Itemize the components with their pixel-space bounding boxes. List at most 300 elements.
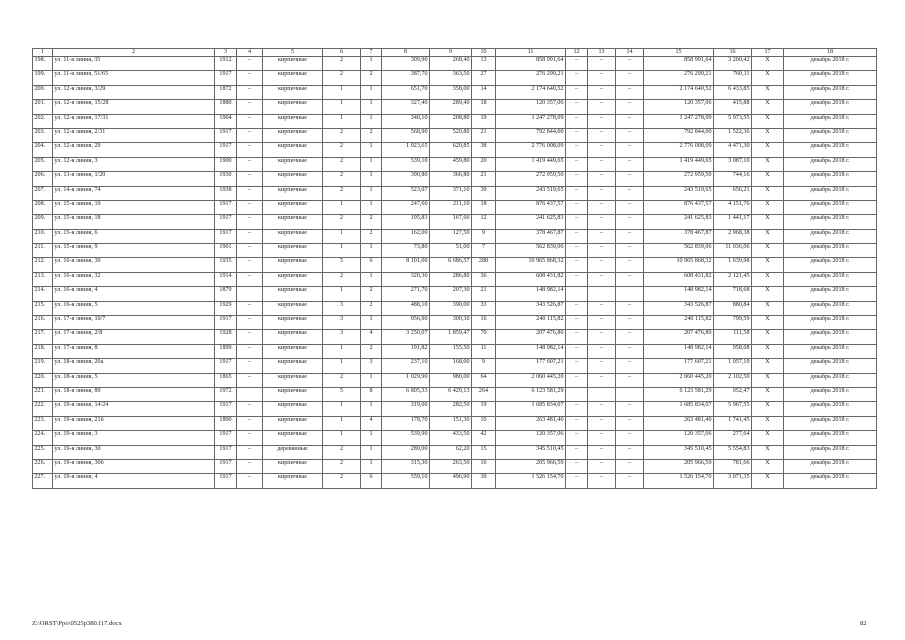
table-cell: кирпичные — [263, 114, 323, 128]
table-cell: X — [752, 431, 784, 445]
table-cell: декабрь 2018 г. — [784, 474, 877, 488]
header-cell: 6 — [323, 49, 361, 57]
header-cell: 2 — [53, 49, 215, 57]
table-cell: 309,90 — [382, 57, 430, 71]
table-cell: 6 — [361, 474, 382, 488]
table-cell: – — [616, 128, 644, 142]
table-cell: 209. — [33, 215, 53, 229]
table-cell: декабрь 2018 г. — [784, 301, 877, 315]
table-cell: 496,90 — [430, 474, 472, 488]
table-cell: 148 982,14 — [644, 344, 714, 358]
table-cell: декабрь 2018 г. — [784, 128, 877, 142]
table-row — [33, 157, 877, 171]
table-cell: ул. 15-я линия, 6 — [53, 229, 215, 243]
table-cell: – — [237, 71, 263, 85]
table-cell: – — [616, 459, 644, 473]
table-cell: – — [588, 128, 616, 142]
table-cell: 1 — [361, 85, 382, 99]
table-cell: 1930 — [215, 172, 237, 186]
table-cell: декабрь 2018 г. — [784, 316, 877, 330]
table-cell: 378 467,87 — [496, 229, 566, 243]
table-cell: 876 437,57 — [496, 200, 566, 214]
table-cell: – — [237, 373, 263, 387]
table-cell: 2 — [361, 287, 382, 301]
table-cell: – — [588, 100, 616, 114]
table-cell: 237,10 — [382, 359, 430, 373]
header-cell: 16 — [714, 49, 752, 57]
table-cell: 5 973,55 — [714, 114, 752, 128]
table-cell: – — [588, 57, 616, 71]
table-cell: X — [752, 85, 784, 99]
table-cell: 199. — [33, 71, 53, 85]
header-cell: 14 — [616, 49, 644, 57]
table-cell: X — [752, 57, 784, 71]
table-cell: 205 966,59 — [644, 459, 714, 473]
table-cell: 223. — [33, 416, 53, 430]
table-cell: – — [237, 100, 263, 114]
table-cell: 27 — [472, 71, 496, 85]
table-cell: 781,66 — [714, 459, 752, 473]
table-cell: ул. 16-я линия, 5 — [53, 301, 215, 315]
table-cell: 215. — [33, 301, 53, 315]
table-cell: декабрь 2018 г. — [784, 71, 877, 85]
table-cell: 148 982,14 — [496, 344, 566, 358]
table-cell: – — [588, 157, 616, 171]
table-cell: 343 526,87 — [644, 301, 714, 315]
table-cell: 488,10 — [382, 301, 430, 315]
table-cell: 2 — [323, 143, 361, 157]
table-cell: – — [588, 71, 616, 85]
table-cell: 3 087,10 — [714, 157, 752, 171]
table-row — [33, 330, 877, 344]
table-cell: 620,85 — [430, 143, 472, 157]
table-cell: 4 — [361, 330, 382, 344]
table-cell: кирпичные — [263, 244, 323, 258]
table-cell: 656,21 — [714, 186, 752, 200]
table-cell: 345 510,45 — [496, 445, 566, 459]
table-cell: – — [566, 114, 588, 128]
table-cell: 366,80 — [430, 172, 472, 186]
header-cell: 3 — [215, 49, 237, 57]
table-cell: 120 357,06 — [644, 100, 714, 114]
table-cell: 1 057,19 — [714, 359, 752, 373]
table-cell: ул. 12-я линия, 17/31 — [53, 114, 215, 128]
footer-file-path: Z:\ORST\Ppo\0525p380.f17.docx — [32, 620, 122, 627]
table-cell: 2 — [361, 344, 382, 358]
table-cell: декабрь 2018 г. — [784, 57, 877, 71]
table-cell: 520,80 — [430, 128, 472, 142]
table-row — [33, 431, 877, 445]
table-cell: – — [588, 474, 616, 488]
table-cell: 1 029,90 — [382, 373, 430, 387]
table-cell: – — [616, 431, 644, 445]
table-cell: 4 471,30 — [714, 143, 752, 157]
table-cell: 64 — [472, 373, 496, 387]
table-cell: 241 625,83 — [644, 215, 714, 229]
table-cell: 2 — [323, 459, 361, 473]
table-cell: – — [588, 373, 616, 387]
header-row — [33, 49, 877, 57]
table-cell — [566, 387, 588, 401]
table-cell: – — [566, 157, 588, 171]
table-cell: ул. 15-я линия, 9 — [53, 244, 215, 258]
table-cell: 289,40 — [430, 100, 472, 114]
table-cell: – — [237, 431, 263, 445]
table-cell: – — [237, 316, 263, 330]
table-cell: – — [566, 215, 588, 229]
table-cell: 1917 — [215, 215, 237, 229]
table-cell: декабрь 2018 г. — [784, 258, 877, 272]
table-cell: 208. — [33, 200, 53, 214]
table-cell: – — [588, 229, 616, 243]
table-cell: 958,08 — [714, 344, 752, 358]
table-cell: – — [588, 344, 616, 358]
table-cell — [237, 387, 263, 401]
table-cell: 1 — [361, 157, 382, 171]
table-cell: 286,80 — [430, 272, 472, 286]
table-cell: 1 — [323, 244, 361, 258]
table-cell: кирпичные — [263, 71, 323, 85]
table-cell: 216. — [33, 316, 53, 330]
table-cell: 1 441,17 — [714, 215, 752, 229]
table-cell: 2 121,45 — [714, 272, 752, 286]
table-cell: ул. 16-я линия, 30 — [53, 258, 215, 272]
table-cell: 198. — [33, 57, 53, 71]
table-cell: 207 476,80 — [496, 330, 566, 344]
table-cell: 1901 — [215, 244, 237, 258]
table-cell: 956,90 — [382, 316, 430, 330]
table-cell: 5 967,55 — [714, 402, 752, 416]
table-cell: – — [588, 445, 616, 459]
table-cell: кирпичные — [263, 100, 323, 114]
table-cell: 744,16 — [714, 172, 752, 186]
table-cell: 539,10 — [382, 157, 430, 171]
table-cell: 225. — [33, 445, 53, 459]
table-cell: 4 — [361, 416, 382, 430]
table-cell: 1 — [323, 100, 361, 114]
table-cell: 16 — [472, 316, 496, 330]
table-cell: – — [588, 272, 616, 286]
table-cell: 201. — [33, 100, 53, 114]
table-cell: 208,80 — [430, 114, 472, 128]
table-cell: 568,90 — [382, 128, 430, 142]
table-cell: декабрь 2018 г. — [784, 215, 877, 229]
table-cell: 14 — [472, 85, 496, 99]
table-cell: 1 — [323, 287, 361, 301]
table-cell: 227. — [33, 474, 53, 488]
table-cell: 155,50 — [430, 344, 472, 358]
table-cell: 30 — [472, 186, 496, 200]
table-cell: декабрь 2018 г. — [784, 85, 877, 99]
table-cell: кирпичные — [263, 215, 323, 229]
table-cell: 3 200,42 — [714, 57, 752, 71]
table-cell: – — [616, 272, 644, 286]
table-cell: – — [616, 258, 644, 272]
table-cell: – — [237, 128, 263, 142]
table-cell: X — [752, 474, 784, 488]
table-cell: 651,70 — [382, 85, 430, 99]
table-cell: 2 — [361, 215, 382, 229]
table-cell: – — [566, 301, 588, 315]
table-cell: – — [616, 402, 644, 416]
header-cell: 7 — [361, 49, 382, 57]
table-cell: кирпичные — [263, 330, 323, 344]
header-cell: 17 — [752, 49, 784, 57]
table-cell: 224. — [33, 431, 53, 445]
table-cell: ул. 15-я линия, 10 — [53, 200, 215, 214]
table-cell: декабрь 2018 г. — [784, 100, 877, 114]
table-cell: 11 036,06 — [714, 244, 752, 258]
table-cell: декабрь 2018 г. — [784, 157, 877, 171]
table-cell: 120 357,06 — [496, 431, 566, 445]
table-cell: 880,84 — [714, 301, 752, 315]
table-cell: – — [237, 330, 263, 344]
table-cell: 1917 — [215, 459, 237, 473]
table-cell: декабрь 2018 г. — [784, 172, 877, 186]
table-cell: декабрь 2018 г. — [784, 344, 877, 358]
table-cell: 6 123 581,29 — [644, 387, 714, 401]
table-cell: 217. — [33, 330, 53, 344]
table-cell: – — [588, 200, 616, 214]
table-cell: 177 607,21 — [496, 359, 566, 373]
table-cell: 120 357,06 — [644, 431, 714, 445]
table-cell: – — [616, 416, 644, 430]
table-cell: 1917 — [215, 200, 237, 214]
table-cell: 523,07 — [382, 186, 430, 200]
table-cell: 2 — [361, 128, 382, 142]
table-cell: 315,30 — [382, 459, 430, 473]
table-cell: 282,50 — [430, 402, 472, 416]
table-cell: 1 859,47 — [430, 330, 472, 344]
table-cell: 62,20 — [430, 445, 472, 459]
table-cell: 980,00 — [430, 373, 472, 387]
table-cell: – — [588, 316, 616, 330]
table-cell: X — [752, 186, 784, 200]
table-cell: 7 — [472, 244, 496, 258]
table-cell: X — [752, 244, 784, 258]
table-cell: 2 102,50 — [714, 373, 752, 387]
table-cell: 2 776 008,09 — [496, 143, 566, 157]
table-cell: 10 965 868,32 — [496, 258, 566, 272]
table-cell: X — [752, 445, 784, 459]
table-cell: 10 965 868,32 — [644, 258, 714, 272]
table-row — [33, 186, 877, 200]
table-cell: ул. 18-я линия, 20а — [53, 359, 215, 373]
table-cell: 21 — [472, 287, 496, 301]
table-cell: 2 174 640,52 — [496, 85, 566, 99]
table-cell: – — [566, 229, 588, 243]
table-cell: 226. — [33, 459, 53, 473]
table-cell: 18 — [472, 100, 496, 114]
table-cell: 2 — [361, 229, 382, 243]
table-cell: декабрь 2018 г. — [784, 272, 877, 286]
table-cell: 363,50 — [430, 71, 472, 85]
table-cell: кирпичные — [263, 373, 323, 387]
table-cell: 2 — [323, 272, 361, 286]
table-cell: 1972 — [215, 387, 237, 401]
table-cell: – — [588, 143, 616, 157]
register-table — [32, 48, 877, 489]
table-row — [33, 373, 877, 387]
table-cell: 243 519,65 — [496, 186, 566, 200]
table-cell: – — [616, 200, 644, 214]
table-cell: 1928 — [215, 330, 237, 344]
table-cell: декабрь 2018 г. — [784, 459, 877, 473]
table-cell: 562 839,06 — [496, 244, 566, 258]
table-cell: X — [752, 172, 784, 186]
table-cell: X — [752, 128, 784, 142]
table-cell: X — [752, 100, 784, 114]
table-cell: X — [752, 157, 784, 171]
table-cell: 214. — [33, 287, 53, 301]
table-cell: – — [588, 416, 616, 430]
table-cell: ул. 11-я линия, 35 — [53, 57, 215, 71]
table-cell: – — [616, 229, 644, 243]
table-row — [33, 143, 877, 157]
table-cell: кирпичные — [263, 272, 323, 286]
table-cell: 1917 — [215, 143, 237, 157]
table-cell: 271,70 — [382, 287, 430, 301]
table-cell: 211. — [33, 244, 53, 258]
table-cell: 760,11 — [714, 71, 752, 85]
table-cell: 206. — [33, 172, 53, 186]
table-cell: – — [616, 359, 644, 373]
table-cell: 1899 — [215, 344, 237, 358]
table-cell: кирпичные — [263, 402, 323, 416]
table-cell: – — [566, 244, 588, 258]
table-cell: 792 844,00 — [644, 128, 714, 142]
table-cell: 858 991,64 — [644, 57, 714, 71]
table-cell: – — [566, 373, 588, 387]
table-cell: X — [752, 387, 784, 401]
table-cell: – — [588, 85, 616, 99]
table-cell: 2 — [323, 172, 361, 186]
table-cell: 42 — [472, 431, 496, 445]
table-cell: – — [237, 344, 263, 358]
table-cell: 608 431,82 — [644, 272, 714, 286]
table-cell: – — [616, 474, 644, 488]
table-cell: 4 151,76 — [714, 200, 752, 214]
header-cell: 4 — [237, 49, 263, 57]
table-cell: 272 959,50 — [644, 172, 714, 186]
table-cell: 264 — [472, 387, 496, 401]
table-cell: 2 — [361, 71, 382, 85]
table-cell: 19 — [472, 114, 496, 128]
table-cell: 799,59 — [714, 316, 752, 330]
table-cell: 263 481,40 — [496, 416, 566, 430]
table-cell: 1 — [323, 344, 361, 358]
table-cell: 6 805,33 — [382, 387, 430, 401]
table-cell: 2 — [323, 157, 361, 171]
table-cell: 1917 — [215, 229, 237, 243]
table-cell: ул. 17-я линия, 10/7 — [53, 316, 215, 330]
table-cell: 1 — [361, 459, 382, 473]
table-cell: 1 — [361, 172, 382, 186]
table-cell: – — [588, 402, 616, 416]
table-cell: 276 299,21 — [496, 71, 566, 85]
table-cell: – — [237, 57, 263, 71]
table-cell: ул. 12-я линия, 2/31 — [53, 128, 215, 142]
table-cell: ул. 14-я линия, 74 — [53, 186, 215, 200]
table-cell: ул. 19-я линия, 30б — [53, 459, 215, 473]
table-cell: 6 433,85 — [714, 85, 752, 99]
header-cell: 12 — [566, 49, 588, 57]
table-cell: – — [616, 373, 644, 387]
table-cell: 1 639,98 — [714, 258, 752, 272]
table-cell: – — [566, 258, 588, 272]
table-cell: – — [237, 172, 263, 186]
table-cell: 268,40 — [430, 57, 472, 71]
table-cell: 390,80 — [382, 172, 430, 186]
table-cell: 148 982,14 — [496, 287, 566, 301]
table-row — [33, 272, 877, 286]
table-cell: – — [566, 459, 588, 473]
table-cell: 148 982,14 — [644, 287, 714, 301]
table-cell: 2 — [323, 445, 361, 459]
table-row — [33, 114, 877, 128]
table-cell: декабрь 2018 г. — [784, 416, 877, 430]
table-cell: 1 — [361, 445, 382, 459]
table-row — [33, 301, 877, 315]
table-cell: – — [237, 359, 263, 373]
table-cell: 371,10 — [430, 186, 472, 200]
table-cell: 2 — [323, 186, 361, 200]
table-cell: 11 — [472, 344, 496, 358]
table-cell: 3 — [323, 301, 361, 315]
table-cell: 1914 — [215, 272, 237, 286]
table-row — [33, 215, 877, 229]
table-cell: 1 — [361, 373, 382, 387]
header-cell: 15 — [644, 49, 714, 57]
table-cell: – — [616, 344, 644, 358]
table-cell: 1 — [361, 114, 382, 128]
table-cell: 213. — [33, 272, 53, 286]
table-cell: 378 467,87 — [644, 229, 714, 243]
table-cell: кирпичные — [263, 316, 323, 330]
table-cell: 3 — [323, 316, 361, 330]
table-row — [33, 258, 877, 272]
table-cell: 345 510,45 — [644, 445, 714, 459]
table-cell: 221. — [33, 387, 53, 401]
table-cell: 1 — [323, 431, 361, 445]
table-cell: X — [752, 402, 784, 416]
table-cell: 202. — [33, 114, 53, 128]
table-cell: 5 — [323, 258, 361, 272]
table-row — [33, 244, 877, 258]
table-cell: 1 023,65 — [382, 143, 430, 157]
header-cell: 11 — [496, 49, 566, 57]
table-cell: 1917 — [215, 474, 237, 488]
table-cell: – — [237, 474, 263, 488]
table-cell: – — [566, 200, 588, 214]
header-cell: 10 — [472, 49, 496, 57]
table-cell: декабрь 2018 г. — [784, 330, 877, 344]
table-cell: 207 476,80 — [644, 330, 714, 344]
table-cell: 38 — [472, 143, 496, 157]
table-body — [33, 49, 877, 489]
table-row — [33, 387, 877, 401]
table-cell: 1917 — [215, 71, 237, 85]
table-row — [33, 100, 877, 114]
footer-page-number: 82 — [860, 620, 867, 627]
table-cell: кирпичные — [263, 172, 323, 186]
header-cell: 1 — [33, 49, 53, 57]
table-row — [33, 71, 877, 85]
table-cell: 2 — [361, 301, 382, 315]
table-cell: 415,88 — [714, 100, 752, 114]
table-cell: 300,30 — [430, 316, 472, 330]
table-cell: – — [616, 215, 644, 229]
